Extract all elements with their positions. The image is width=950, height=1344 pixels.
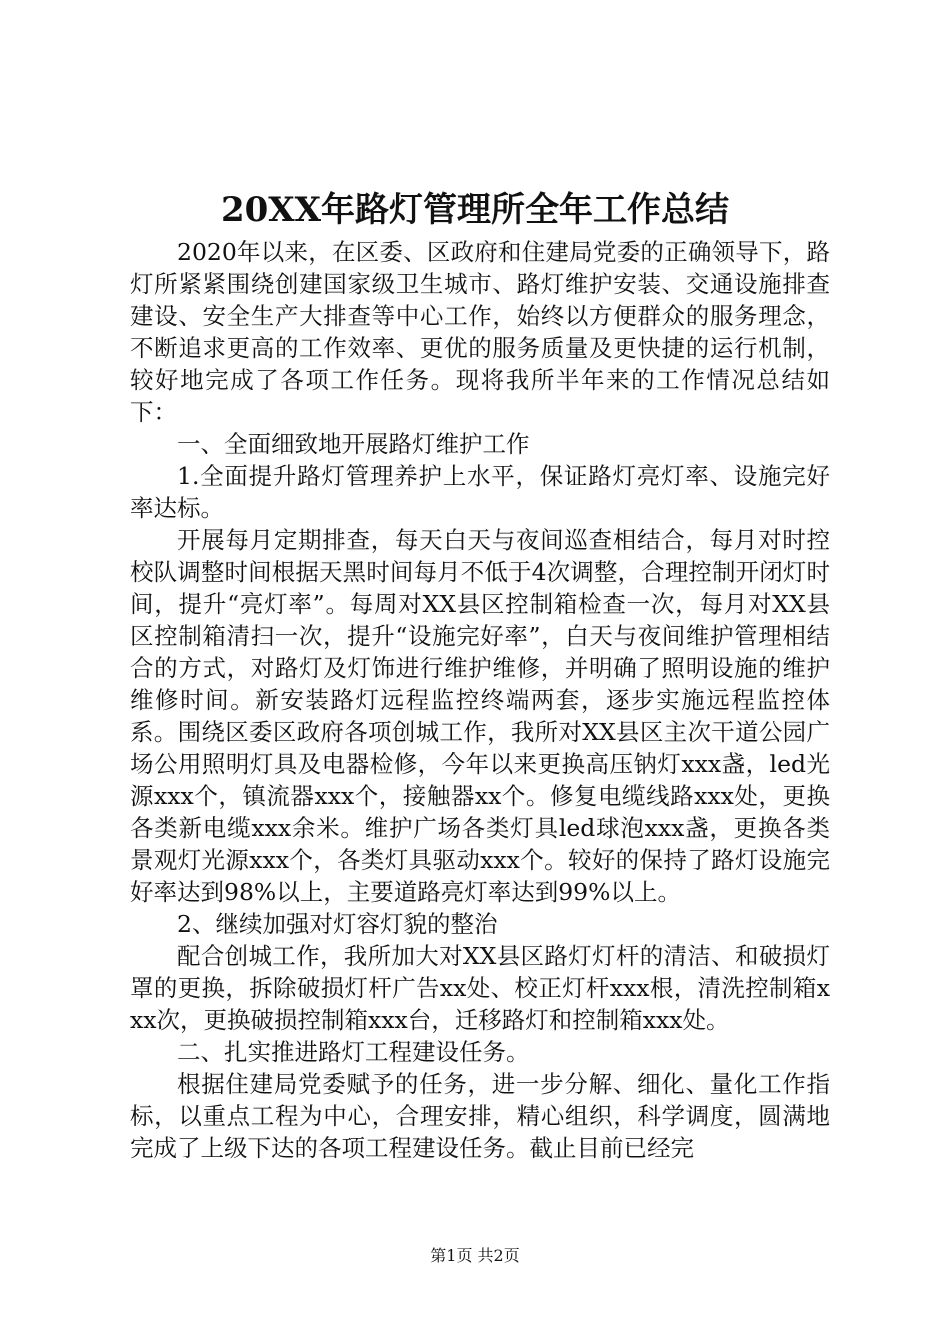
subheading-1-2: 2、继续加强对灯容灯貌的整治 (177, 910, 498, 938)
document-title: 20XX年路灯管理所全年工作总结 (220, 190, 730, 230)
paragraph-maintenance: 开展每月定期排查，每天白天与夜间巡查相结合，每月对时控校队调整时间根据天黑时间每月不低于4次调整，合理控制开闭灯时间，提升“亮灯率”。每周对XX县区控制箱检查一次，每月对XX县区控制箱清扫一次，提升“设施完好率”，白天与夜间维护管理相结合的方式，对路灯及灯饰进行维护维修，并明确了照明设施的维护维修时间。新安装路灯远程监控终端两套，逐步实施远程监控体系。围绕区委区政府各项创城工作，我所对XX县区主次干道公园广场公用照明灯具及电器检修，今年以来更换高压钠灯xxx盏，led光源xxx个，镇流器xxx个，接触器xx个。修复电缆线路xxx处，更换各类新电缆xxx余米。维护广场各类灯具led球泡xxx盏，更换各类景观灯光源xxx个，各类灯具驱动xxx个。较好的保持了路灯设施完好率达到98%以上，主要道路亮灯率达到99%以上。 (130, 526, 830, 906)
page-number-footer: 第1页 共2页 (430, 1246, 520, 1265)
subheading-1-1: 1.全面提升路灯管理养护上水平，保证路灯亮灯率、设施完好率达标。 (130, 462, 830, 522)
paragraph-intro: 2020年以来，在区委、区政府和住建局党委的正确领导下，路灯所紧紧围绕创建国家级卫生城市、路灯维护安装、交通设施排查建设、安全生产大排查等中心工作，始终以方便群众的服务理念，不断追求更高的工作效率、更优的服务质量及更快捷的运行机制，较好地完成了各项工作任务。现将我所半年来的工作情况总结如下： (130, 238, 830, 426)
section-heading-2: 二、扎实推进路灯工程建设任务。 (177, 1038, 530, 1066)
paragraph-appearance: 配合创城工作，我所加大对XX县区路灯灯杆的清洁、和破损灯罩的更换，拆除破损灯杆广告xx处、校正灯杆xxx根，清洗控制箱xxx次，更换破损控制箱xxx台，迁移路灯和控制箱xxx处。 (130, 942, 830, 1034)
paragraph-construction: 根据住建局党委赋予的任务，进一步分解、细化、量化工作指标，以重点工程为中心，合理安排，精心组织，科学调度，圆满地完成了上级下达的各项工程建设任务。截止目前已经完 (130, 1070, 830, 1162)
document-body (130, 236, 830, 1164)
section-heading-1: 一、全面细致地开展路灯维护工作 (177, 430, 530, 458)
